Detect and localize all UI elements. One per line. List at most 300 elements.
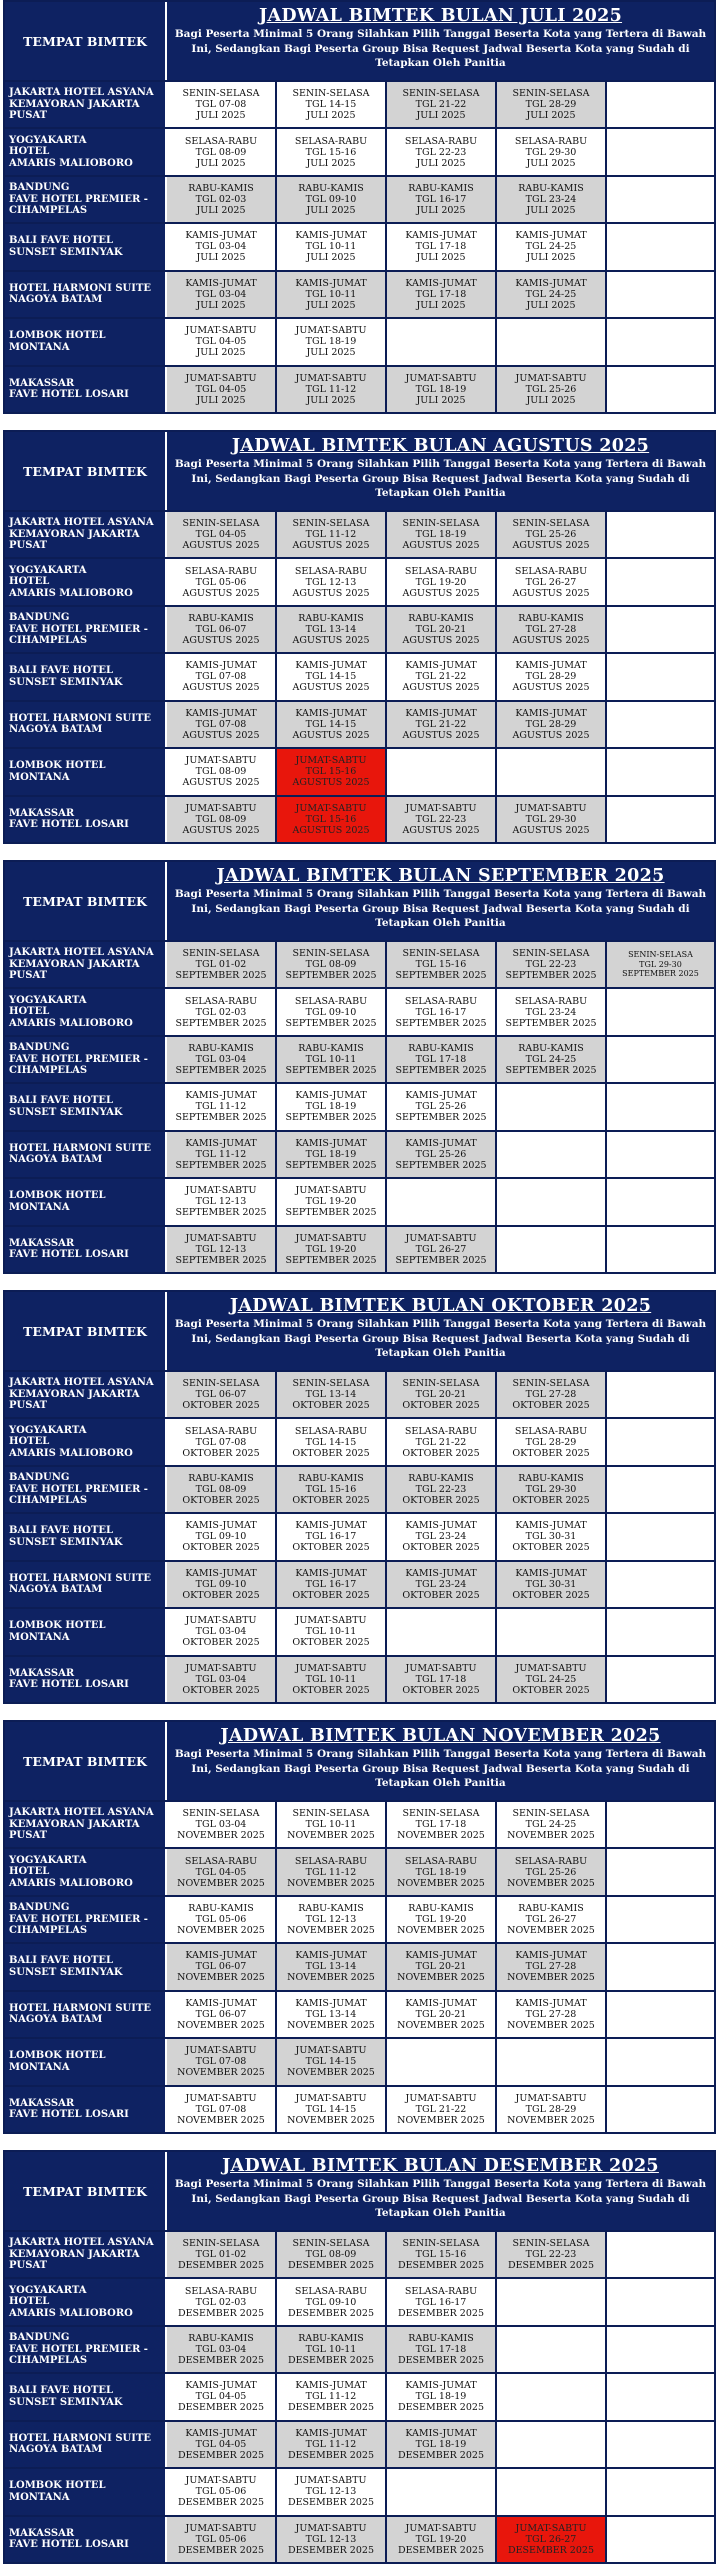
date-slot-cell[interactable] <box>497 702 607 747</box>
date-slot-line: TGL 25-26 <box>525 383 577 395</box>
location-cell <box>5 1802 167 1847</box>
date-slot-cell[interactable] <box>387 1419 497 1464</box>
date-slot-cell[interactable] <box>497 607 607 652</box>
date-slot-cell[interactable] <box>387 2422 497 2467</box>
date-slot-cell[interactable] <box>387 1514 497 1559</box>
date-slot-cell[interactable] <box>167 2087 277 2132</box>
date-slot-cell[interactable] <box>277 2422 387 2467</box>
date-slot-cell[interactable] <box>277 942 387 987</box>
date-slot-line: TGL 06-07 <box>195 624 247 636</box>
date-slot-cell[interactable] <box>387 2374 497 2419</box>
date-slot-cell[interactable] <box>167 654 277 699</box>
location-cell <box>5 2422 167 2467</box>
date-slot-cell[interactable] <box>167 559 277 604</box>
date-slot-cell[interactable] <box>277 1992 387 2037</box>
date-slot-line: TGL 25-26 <box>525 1866 577 1878</box>
date-slot-cell[interactable] <box>497 1419 607 1464</box>
date-slot-line: TGL 17-18 <box>415 2344 467 2356</box>
date-slot-line: TGL 06-07 <box>195 1961 247 1973</box>
date-slot-cell[interactable] <box>387 607 497 652</box>
date-slot-cell[interactable] <box>387 2279 497 2324</box>
location-line: YOGYAKARTA <box>9 2284 87 2296</box>
date-slot-cell[interactable] <box>167 2327 277 2372</box>
date-slot-cell[interactable] <box>277 2374 387 2419</box>
date-slot-cell[interactable] <box>277 1562 387 1607</box>
date-slot-cell[interactable] <box>167 1372 277 1417</box>
date-slot-cell[interactable] <box>167 1562 277 1607</box>
date-slot-line: NOVEMBER 2025 <box>177 2019 265 2031</box>
location-cell <box>5 2517 167 2562</box>
date-slot-cell[interactable] <box>277 1944 387 1989</box>
date-slot-cell[interactable] <box>497 1467 607 1512</box>
date-slot-line: RABU-KAMIS <box>188 1903 254 1915</box>
date-slot-line: OKTOBER 2025 <box>182 1542 260 1554</box>
date-slot-line: OKTOBER 2025 <box>182 1447 260 1459</box>
date-slot-cell[interactable] <box>497 1992 607 2037</box>
date-slot-line: JUMAT-SABTU <box>515 802 587 814</box>
date-slot-line: NOVEMBER 2025 <box>397 1972 485 1984</box>
date-slot-line: OKTOBER 2025 <box>402 1447 480 1459</box>
location-line: PUSAT <box>9 1830 48 1842</box>
date-slot-cell[interactable] <box>167 942 277 987</box>
empty-slot-cell <box>607 1944 714 1989</box>
date-slot-line: TGL 09-10 <box>305 194 357 206</box>
date-slot-cell[interactable] <box>167 512 277 557</box>
title-banner <box>167 2152 714 2230</box>
date-slot-cell[interactable] <box>387 559 497 604</box>
date-slot-cell[interactable] <box>277 319 387 364</box>
date-slot-line: RABU-KAMIS <box>408 2333 474 2345</box>
date-slot-cell[interactable] <box>497 2517 607 2562</box>
date-slot-cell[interactable] <box>387 942 497 987</box>
date-slot-cell[interactable] <box>277 129 387 174</box>
date-slot-cell[interactable] <box>387 989 497 1034</box>
date-slot-line: RABU-KAMIS <box>518 183 584 195</box>
date-slot-cell[interactable] <box>387 2087 497 2132</box>
location-name <box>9 2285 133 2320</box>
date-slot-cell[interactable] <box>387 2517 497 2562</box>
date-slot-line: OKTOBER 2025 <box>292 1447 370 1459</box>
date-slot-line: KAMIS-JUMAT <box>185 2380 257 2392</box>
date-slot-cell[interactable] <box>277 2469 387 2514</box>
empty-slot-cell <box>607 224 714 269</box>
date-slot-cell[interactable] <box>167 2232 277 2277</box>
date-slot-cell[interactable] <box>497 1037 607 1082</box>
empty-slot-cell <box>607 1897 714 1942</box>
date-slot-cell[interactable] <box>387 1657 497 1702</box>
date-slot-line: TGL 30-31 <box>525 1531 577 1543</box>
date-slot-line: KAMIS-JUMAT <box>405 707 477 719</box>
date-slot-cell[interactable] <box>277 1514 387 1559</box>
date-slot-cell[interactable] <box>277 1657 387 1702</box>
date-slot-line: TGL 18-19 <box>415 383 467 395</box>
empty-slot-cell <box>607 1609 714 1654</box>
date-slot-cell[interactable] <box>497 797 607 842</box>
date-slot-cell[interactable] <box>387 654 497 699</box>
location-line: CIHAMPELAS <box>9 1065 88 1077</box>
date-slot-line: KAMIS-JUMAT <box>405 1520 477 1532</box>
date-slot-cell[interactable] <box>277 2087 387 2132</box>
date-slot-cell[interactable] <box>387 797 497 842</box>
date-slot-line: KAMIS-JUMAT <box>295 2427 367 2439</box>
date-slot-line: SELASA-RABU <box>294 135 368 147</box>
location-line: JAKARTA HOTEL ASYANA <box>9 2237 154 2249</box>
date-slot-line: KAMIS-JUMAT <box>295 1137 367 1149</box>
date-slot-cell[interactable] <box>167 1609 277 1654</box>
date-slot-line: JUMAT-SABTU <box>405 2522 477 2534</box>
date-slot-line: TGL 28-29 <box>525 99 577 111</box>
date-slot-line: SELASA-RABU <box>184 1425 258 1437</box>
location-line: LOMBOK HOTEL <box>9 1620 106 1632</box>
date-slot-cell[interactable] <box>387 1467 497 1512</box>
date-slot-cell[interactable] <box>167 224 277 269</box>
date-slot-cell[interactable] <box>387 1944 497 1989</box>
empty-slot-cell <box>607 129 714 174</box>
date-slot-cell[interactable] <box>497 2087 607 2132</box>
date-slot-cell[interactable] <box>277 272 387 317</box>
date-slot-cell[interactable] <box>497 1657 607 1702</box>
date-slot-cell[interactable] <box>497 1802 607 1847</box>
date-slot-line: JULI 2025 <box>196 110 246 122</box>
location-line: FAVE HOTEL LOSARI <box>9 1679 129 1691</box>
date-slot-cell[interactable] <box>167 2469 277 2514</box>
schedule-row <box>5 1944 714 1991</box>
date-slot-cell[interactable] <box>167 2039 277 2084</box>
date-slot-cell[interactable] <box>277 1802 387 1847</box>
date-slot-cell[interactable] <box>497 1944 607 1989</box>
month-schedule-table <box>3 1720 716 2134</box>
date-slot-cell[interactable] <box>607 942 714 987</box>
date-slot-cell[interactable] <box>277 2232 387 2277</box>
date-slot-line: TGL 07-08 <box>195 718 247 730</box>
date-slot-cell[interactable] <box>277 1419 387 1464</box>
date-slot-cell[interactable] <box>277 1084 387 1129</box>
date-slot-line: KAMIS-JUMAT <box>405 277 477 289</box>
date-slot-line: JUMAT-SABTU <box>295 755 367 767</box>
date-slot-line: TGL 18-19 <box>415 2391 467 2403</box>
date-slot-cell[interactable] <box>387 1227 497 1272</box>
date-slot-cell[interactable] <box>277 512 387 557</box>
date-slot-line: TGL 01-02 <box>195 959 247 971</box>
date-slot-cell[interactable] <box>277 1467 387 1512</box>
location-line: PUSAT <box>9 970 48 982</box>
date-slot-cell[interactable] <box>277 2327 387 2372</box>
date-slot-cell[interactable] <box>167 1084 277 1129</box>
date-slot-line: JUMAT-SABTU <box>185 372 257 384</box>
date-slot-cell[interactable] <box>167 2279 277 2324</box>
location-line: YOGYAKARTA <box>9 1854 87 1866</box>
date-slot-cell[interactable] <box>277 224 387 269</box>
date-slot-cell[interactable] <box>167 2374 277 2419</box>
date-slot-cell[interactable] <box>277 2517 387 2562</box>
date-slot-cell[interactable] <box>497 2232 607 2277</box>
date-slot-cell[interactable] <box>277 177 387 222</box>
date-slot-cell[interactable] <box>167 1657 277 1702</box>
date-slot-line: SEPTEMBER 2025 <box>175 1207 267 1219</box>
schedule-row <box>5 607 714 654</box>
date-slot-cell[interactable] <box>167 1037 277 1082</box>
date-slot-line: NOVEMBER 2025 <box>287 1925 375 1937</box>
location-line: NAGOYA BATAM <box>9 724 103 736</box>
date-slot-line: AGUSTUS 2025 <box>182 777 260 789</box>
schedule-rows <box>5 2232 714 2562</box>
date-slot-cell[interactable] <box>167 367 277 412</box>
date-slot-cell[interactable] <box>387 1037 497 1082</box>
date-slot-cell[interactable] <box>277 559 387 604</box>
date-slot-line: OKTOBER 2025 <box>402 1495 480 1507</box>
date-slot-cell[interactable] <box>387 2327 497 2372</box>
location-line: BALI FAVE HOTEL <box>9 665 114 677</box>
date-slot-cell[interactable] <box>387 1372 497 1417</box>
date-slot-cell[interactable] <box>497 942 607 987</box>
date-slot-cell[interactable] <box>167 82 277 127</box>
schedule-row <box>5 319 714 366</box>
date-slot-line: KAMIS-JUMAT <box>405 1137 477 1149</box>
date-slot-cell[interactable] <box>387 2232 497 2277</box>
location-line: NAGOYA BATAM <box>9 2014 103 2026</box>
date-slot-cell[interactable] <box>167 1897 277 1942</box>
location-cell <box>5 129 167 174</box>
empty-slot-cell <box>607 2232 714 2277</box>
date-slot-cell[interactable] <box>387 129 497 174</box>
date-slot-cell[interactable] <box>387 177 497 222</box>
location-cell <box>5 1419 167 1464</box>
location-line: BANDUNG <box>9 2332 70 2344</box>
date-slot-cell[interactable] <box>387 1084 497 1129</box>
date-slot-cell[interactable] <box>167 1802 277 1847</box>
date-slot-cell[interactable] <box>497 654 607 699</box>
location-line: HOTEL <box>9 1866 50 1878</box>
date-slot-cell[interactable] <box>277 1227 387 1272</box>
date-slot-line: RABU-KAMIS <box>188 1043 254 1055</box>
date-slot-cell[interactable] <box>497 1372 607 1417</box>
date-slot-cell[interactable] <box>277 1179 387 1224</box>
date-slot-line: SENIN-SELASA <box>182 88 260 100</box>
date-slot-cell[interactable] <box>277 797 387 842</box>
date-slot-line: DESEMBER 2025 <box>178 2260 264 2272</box>
date-slot-cell[interactable] <box>497 177 607 222</box>
date-slot-cell[interactable] <box>277 1849 387 1894</box>
location-line: LOMBOK HOTEL <box>9 2050 106 2062</box>
date-slot-cell[interactable] <box>497 559 607 604</box>
date-slot-cell[interactable] <box>167 319 277 364</box>
date-slot-line: KAMIS-JUMAT <box>515 707 587 719</box>
date-slot-line: JULI 2025 <box>306 394 356 406</box>
date-slot-cell[interactable] <box>277 654 387 699</box>
date-slot-line: SEPTEMBER 2025 <box>285 1065 377 1077</box>
date-slot-cell[interactable] <box>167 2517 277 2562</box>
date-slot-line: JULI 2025 <box>416 110 466 122</box>
date-slot-cell[interactable] <box>497 82 607 127</box>
date-slot-cell[interactable] <box>277 1372 387 1417</box>
date-slot-line: JUMAT-SABTU <box>515 372 587 384</box>
date-slot-cell[interactable] <box>277 1897 387 1942</box>
location-line: HOTEL HARMONI SUITE <box>9 1142 152 1154</box>
date-slot-line: TGL 07-08 <box>195 1436 247 1448</box>
location-cell <box>5 942 167 987</box>
date-slot-cell[interactable] <box>167 797 277 842</box>
date-slot-cell[interactable] <box>387 702 497 747</box>
date-slot-cell[interactable] <box>387 1897 497 1942</box>
date-slot-line: SELASA-RABU <box>184 565 258 577</box>
date-slot-line: SELASA-RABU <box>514 1855 588 1867</box>
schedule-row <box>5 2279 714 2326</box>
date-slot-cell[interactable] <box>167 2422 277 2467</box>
schedule-row <box>5 2374 714 2421</box>
date-slot-line: TGL 12-13 <box>305 2533 357 2545</box>
date-slot-cell[interactable] <box>277 1609 387 1654</box>
table-header <box>5 1292 714 1372</box>
date-slot-cell[interactable] <box>277 702 387 747</box>
date-slot-line: TGL 03-04 <box>195 2344 247 2356</box>
schedule-row <box>5 224 714 271</box>
date-slot-line: NOVEMBER 2025 <box>507 1925 595 1937</box>
empty-slot-cell <box>607 2279 714 2324</box>
empty-slot-cell <box>497 2422 607 2467</box>
date-slot-line: KAMIS-JUMAT <box>295 1520 367 1532</box>
date-slot-cell[interactable] <box>277 82 387 127</box>
date-slot-line: JULI 2025 <box>306 110 356 122</box>
date-slot-cell[interactable] <box>277 989 387 1034</box>
date-slot-line: JUMAT-SABTU <box>185 755 257 767</box>
date-slot-line: JUMAT-SABTU <box>185 2092 257 2104</box>
date-slot-line: KAMIS-JUMAT <box>295 1997 367 2009</box>
location-line: BALI FAVE HOTEL <box>9 235 114 247</box>
date-slot-line: NOVEMBER 2025 <box>287 2019 375 2031</box>
date-slot-line: TGL 04-05 <box>195 2438 247 2450</box>
empty-slot-cell <box>607 559 714 604</box>
empty-slot-cell <box>607 2039 714 2084</box>
date-slot-cell[interactable] <box>167 989 277 1034</box>
empty-slot-cell <box>607 1132 714 1177</box>
date-slot-cell[interactable] <box>497 989 607 1034</box>
date-slot-cell[interactable] <box>387 1992 497 2037</box>
date-slot-line: RABU-KAMIS <box>518 613 584 625</box>
date-slot-line: JULI 2025 <box>196 299 246 311</box>
date-slot-line: SELASA-RABU <box>404 1855 478 1867</box>
date-slot-line: JULI 2025 <box>196 205 246 217</box>
location-line: SUNSET SEMINYAK <box>9 1536 123 1548</box>
date-slot-cell[interactable] <box>277 367 387 412</box>
date-slot-cell[interactable] <box>167 1227 277 1272</box>
location-line: MONTANA <box>9 1201 70 1213</box>
date-slot-cell[interactable] <box>387 1132 497 1177</box>
date-slot-line: AGUSTUS 2025 <box>292 729 370 741</box>
date-slot-cell[interactable] <box>167 607 277 652</box>
date-slot-cell[interactable] <box>167 1179 277 1224</box>
date-slot-cell[interactable] <box>497 129 607 174</box>
date-slot-cell[interactable] <box>277 1132 387 1177</box>
date-slot-cell[interactable] <box>277 607 387 652</box>
location-line: MAKASSAR <box>9 807 75 819</box>
date-slot-cell[interactable] <box>277 2279 387 2324</box>
date-slot-line: KAMIS-JUMAT <box>185 1997 257 2009</box>
date-slot-cell[interactable] <box>167 1514 277 1559</box>
date-slot-line: SENIN-SELASA <box>402 948 480 960</box>
date-slot-cell[interactable] <box>167 1944 277 1989</box>
empty-slot-cell <box>607 797 714 842</box>
date-slot-cell[interactable] <box>387 1562 497 1607</box>
schedule-row <box>5 1562 714 1609</box>
date-slot-cell[interactable] <box>497 1562 607 1607</box>
empty-slot-cell <box>387 319 497 364</box>
location-line: AMARIS MALIOBORO <box>9 1877 133 1889</box>
date-slot-line: JUMAT-SABTU <box>295 325 367 337</box>
date-slot-cell[interactable] <box>497 1514 607 1559</box>
location-cell <box>5 1132 167 1177</box>
date-slot-cell[interactable] <box>497 224 607 269</box>
location-cell <box>5 272 167 317</box>
empty-slot-cell <box>497 2039 607 2084</box>
date-slot-cell[interactable] <box>387 272 497 317</box>
location-name <box>9 1955 123 1978</box>
date-slot-cell[interactable] <box>167 177 277 222</box>
date-slot-line: TGL 25-26 <box>415 1101 467 1113</box>
date-slot-cell[interactable] <box>387 82 497 127</box>
location-name <box>9 2237 154 2272</box>
date-slot-line: KAMIS-JUMAT <box>515 660 587 672</box>
date-slot-line: TGL 16-17 <box>305 1531 357 1543</box>
date-slot-cell[interactable] <box>497 367 607 412</box>
date-slot-cell[interactable] <box>497 1849 607 1894</box>
location-line: PUSAT <box>9 110 48 122</box>
location-cell <box>5 1897 167 1942</box>
date-slot-cell[interactable] <box>167 1992 277 2037</box>
date-slot-line: SENIN-SELASA <box>628 950 693 960</box>
location-line: HOTEL <box>9 1436 50 1448</box>
date-slot-line: KAMIS-JUMAT <box>295 1567 367 1579</box>
date-slot-line: SELASA-RABU <box>294 1855 368 1867</box>
empty-slot-cell <box>607 272 714 317</box>
date-slot-line: SENIN-SELASA <box>512 1808 590 1820</box>
date-slot-cell[interactable] <box>167 272 277 317</box>
empty-slot-cell <box>607 1802 714 1847</box>
date-slot-line: NOVEMBER 2025 <box>397 1830 485 1842</box>
date-slot-cell[interactable] <box>497 1897 607 1942</box>
date-slot-cell[interactable] <box>167 1849 277 1894</box>
date-slot-cell[interactable] <box>167 129 277 174</box>
date-slot-cell[interactable] <box>167 1132 277 1177</box>
date-slot-cell[interactable] <box>167 749 277 794</box>
location-line: CIHAMPELAS <box>9 1495 88 1507</box>
date-slot-cell[interactable] <box>387 224 497 269</box>
date-slot-cell[interactable] <box>387 1849 497 1894</box>
month-title: JADWAL BIMTEK BULAN SEPTEMBER 2025 <box>216 866 665 886</box>
month-title: JADWAL BIMTEK BULAN DESEMBER 2025 <box>222 2156 659 2176</box>
date-slot-cell[interactable] <box>497 272 607 317</box>
date-slot-line: TGL 04-05 <box>195 529 247 541</box>
date-slot-cell[interactable] <box>167 1467 277 1512</box>
location-line: JAKARTA HOTEL ASYANA <box>9 1377 154 1389</box>
date-slot-line: JUMAT-SABTU <box>185 325 257 337</box>
date-slot-cell[interactable] <box>497 512 607 557</box>
location-line: LOMBOK HOTEL <box>9 1190 106 1202</box>
date-slot-cell[interactable] <box>167 1419 277 1464</box>
date-slot-cell[interactable] <box>277 1037 387 1082</box>
date-slot-cell[interactable] <box>167 702 277 747</box>
date-slot-cell[interactable] <box>277 749 387 794</box>
empty-slot-cell <box>387 1609 497 1654</box>
date-slot-cell[interactable] <box>277 2039 387 2084</box>
location-cell <box>5 2469 167 2514</box>
location-line: NAGOYA BATAM <box>9 2444 103 2456</box>
date-slot-line: TGL 14-15 <box>305 1436 357 1448</box>
date-slot-cell[interactable] <box>387 1802 497 1847</box>
date-slot-cell[interactable] <box>387 512 497 557</box>
location-name <box>9 87 154 122</box>
date-slot-line: KAMIS-JUMAT <box>405 1090 477 1102</box>
date-slot-cell[interactable] <box>387 367 497 412</box>
